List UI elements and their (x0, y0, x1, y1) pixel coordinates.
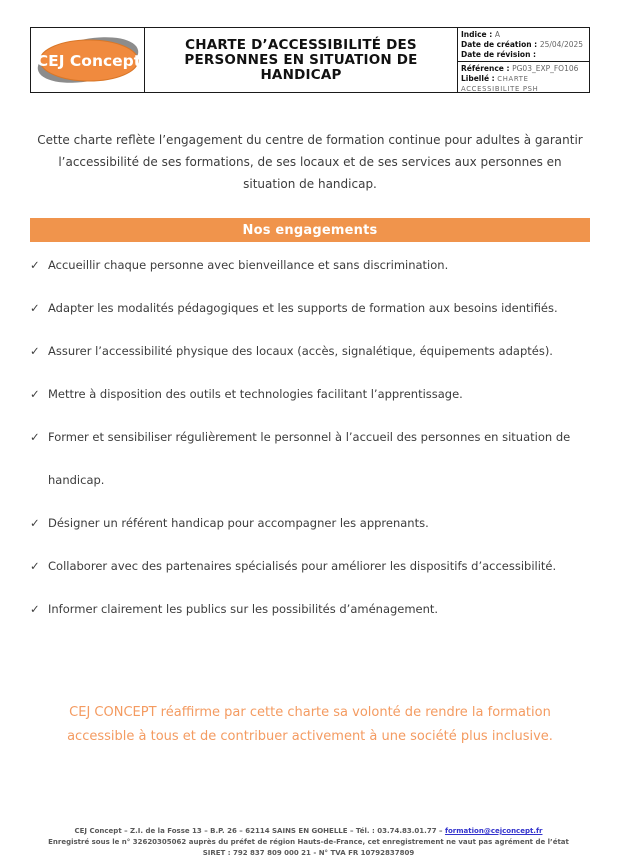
info-date-revision: Date de révision : (461, 50, 537, 59)
title-cell (144, 28, 458, 92)
engagements-banner-title: Nos engagements (242, 222, 378, 238)
footer-address-text: CEJ Concept – Z.I. de la Fosse 13 – B.P. 26 – 62114 SAINS EN GOHELLE – Tél. : 03.74.83.01.77 – (74, 827, 445, 835)
info-row-top (458, 28, 589, 62)
checkmark-icon: ✓ (30, 301, 40, 315)
footer-line-siret: SIRET : 792 837 809 000 21 - N° TVA FR 10792837809 (202, 849, 415, 857)
list-item (30, 373, 590, 416)
list-item-text: Former et sensibiliser régulièrement le personnel à l’accueil des personnes en situation de handicap. (48, 430, 571, 487)
list-item (30, 588, 590, 631)
checkmark-icon: ✓ (30, 258, 40, 272)
checkmark-icon: ✓ (30, 387, 40, 401)
cej-concept-logo-icon (35, 34, 141, 86)
document-info-table (458, 28, 589, 92)
info-libelle: Libellé : CHARTE ACCESSIBILITE PSH (461, 74, 539, 93)
checkmark-icon: ✓ (30, 430, 40, 444)
list-item (30, 416, 590, 502)
list-item-text: Désigner un référent handicap pour accompagner les apprenants. (48, 516, 429, 530)
footer-line-address (0, 826, 617, 837)
list-item (30, 244, 590, 287)
list-item (30, 287, 590, 330)
checkmark-icon: ✓ (30, 516, 40, 530)
info-date-creation: Date de création : 25/04/2025 (461, 40, 584, 49)
info-reference: Référence : PG03_EXP_FO106 (461, 64, 579, 73)
list-item-text: Assurer l’accessibilité physique des locaux (accès, signalétique, équipements adaptés). (48, 344, 553, 358)
info-row-bottom (458, 62, 589, 95)
list-item (30, 545, 590, 588)
logo-cell (31, 28, 144, 92)
list-item-text: Collaborer avec des partenaires spécialisés pour améliorer les dispositifs d’accessibilité. (48, 559, 557, 573)
checkmark-icon: ✓ (30, 344, 40, 358)
intro-paragraph: Cette charte reflète l’engagement du centre de formation continue pour adultes à garantir l’accessibilité de ses formations, de ses locaux et de ses services aux personnes en situation de handicap. (37, 133, 583, 191)
checkmark-icon: ✓ (30, 602, 40, 616)
list-item-text: Accueillir chaque personne avec bienveillance et sans discrimination. (48, 258, 449, 272)
footer-line-registration: Enregistré sous le n° 32620305062 auprès du préfet de région Hauts-de-France, cet enregistrement ne vaut pas agrément de l’état (48, 838, 569, 846)
engagements-banner (30, 218, 590, 242)
list-item-text: Informer clairement les publics sur les possibilités d’aménagement. (48, 602, 439, 616)
list-item (30, 330, 590, 373)
page-title: CHARTE D’ACCESSIBILITÉ DES PERSONNES EN SITUATION DE HANDICAP (184, 36, 418, 83)
header-table (30, 27, 590, 93)
conclusion-statement: CEJ CONCEPT réaffirme par cette charte sa volonté de rendre la formation accessible à tous et de contribuer activement à une société plus inclusive. (67, 705, 553, 744)
engagements-list (30, 244, 590, 631)
checkmark-icon: ✓ (30, 559, 40, 573)
list-item-text: Mettre à disposition des outils et technologies facilitant l’apprentissage. (48, 387, 463, 401)
info-indice: Indice : A (461, 30, 500, 39)
logo-text: CEJ Concept (36, 52, 141, 70)
list-item (30, 502, 590, 545)
list-item-text: Adapter les modalités pédagogiques et les supports de formation aux besoins identifiés. (48, 301, 558, 315)
page-footer (0, 826, 617, 859)
email-link[interactable]: formation@cejconcept.fr (444, 827, 543, 835)
